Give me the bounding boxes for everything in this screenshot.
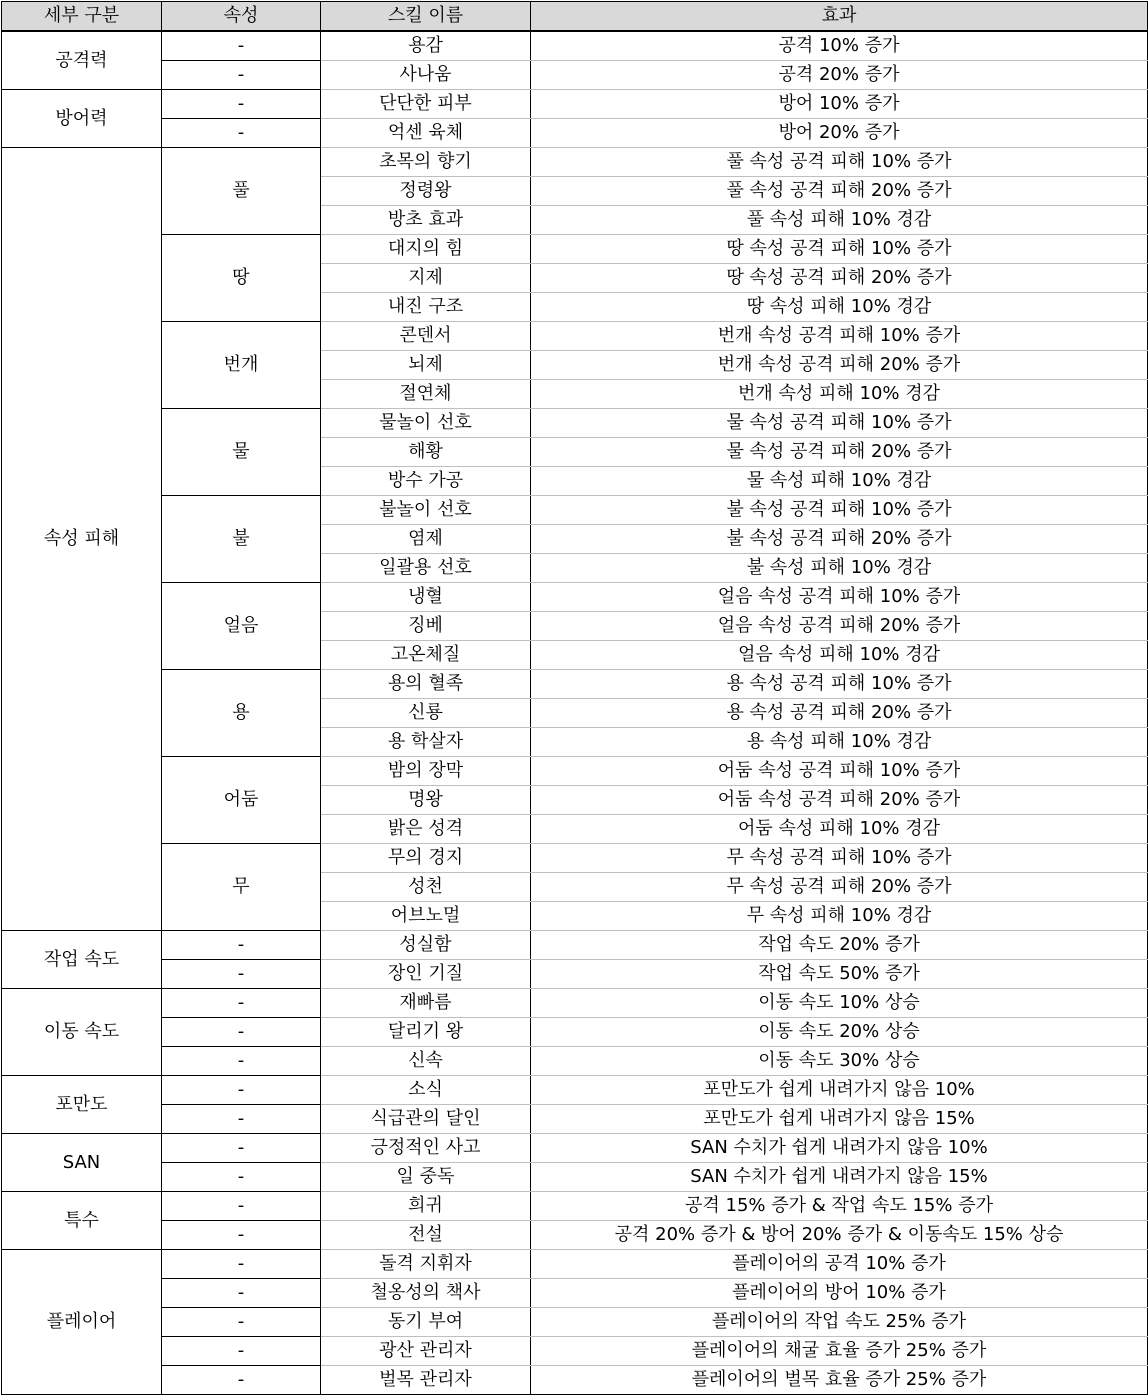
skill-name-cell: 밤의 장막: [321, 757, 531, 786]
effect-cell: 용 속성 피해 10% 경감: [531, 728, 1148, 757]
effect-cell: 땅 속성 공격 피해 10% 증가: [531, 235, 1148, 264]
skill-name-cell: 일괄용 선호: [321, 554, 531, 583]
header-category: 세부 구분: [2, 2, 162, 32]
skill-name-cell: 달리기 왕: [321, 1018, 531, 1047]
skill-name-cell: 긍정적인 사고: [321, 1134, 531, 1163]
skill-name-cell: 용 학살자: [321, 728, 531, 757]
skill-name-cell: 냉혈: [321, 583, 531, 612]
effect-cell: 풀 속성 공격 피해 20% 증가: [531, 177, 1148, 206]
header-attribute: 속성: [162, 2, 321, 32]
effect-cell: 얼음 속성 피해 10% 경감: [531, 641, 1148, 670]
skill-name-cell: 밝은 성격: [321, 815, 531, 844]
attribute-cell: 어둠: [162, 757, 321, 844]
table-row: [2, 409, 1148, 438]
category-cell: SAN: [2, 1134, 162, 1192]
attribute-cell: 불: [162, 496, 321, 583]
skill-name-cell: 내진 구조: [321, 293, 531, 322]
skill-name-cell: 동기 부여: [321, 1308, 531, 1337]
skill-table: [1, 1, 1148, 1395]
skill-name-cell: 희귀: [321, 1192, 531, 1221]
skill-name-cell: 해황: [321, 438, 531, 467]
table-row: [2, 235, 1148, 264]
table-row: [2, 1221, 1148, 1250]
skill-name-cell: 용감: [321, 31, 531, 61]
attribute-cell: 얼음: [162, 583, 321, 670]
skill-name-cell: 징베: [321, 612, 531, 641]
effect-cell: 플레이어의 작업 속도 25% 증가: [531, 1308, 1148, 1337]
effect-cell: 풀 속성 공격 피해 10% 증가: [531, 148, 1148, 177]
effect-cell: 물 속성 공격 피해 20% 증가: [531, 438, 1148, 467]
effect-cell: 용 속성 공격 피해 10% 증가: [531, 670, 1148, 699]
skill-name-cell: 뇌제: [321, 351, 531, 380]
effect-cell: 얼음 속성 공격 피해 20% 증가: [531, 612, 1148, 641]
table-row: [2, 1105, 1148, 1134]
attribute-cell: 풀: [162, 148, 321, 235]
effect-cell: 물 속성 공격 피해 10% 증가: [531, 409, 1148, 438]
effect-cell: 이동 속도 30% 상승: [531, 1047, 1148, 1076]
effect-cell: 어둠 속성 공격 피해 10% 증가: [531, 757, 1148, 786]
effect-cell: 번개 속성 공격 피해 10% 증가: [531, 322, 1148, 351]
attribute-cell: 무: [162, 844, 321, 931]
skill-name-cell: 철옹성의 책사: [321, 1279, 531, 1308]
effect-cell: 번개 속성 공격 피해 20% 증가: [531, 351, 1148, 380]
effect-cell: 플레이어의 채굴 효율 증가 25% 증가: [531, 1337, 1148, 1366]
attribute-cell: 번개: [162, 322, 321, 409]
skill-name-cell: 지제: [321, 264, 531, 293]
table-row: [2, 31, 1148, 61]
table-row: [2, 989, 1148, 1018]
attribute-cell: -: [162, 1163, 321, 1192]
table-row: [2, 1047, 1148, 1076]
effect-cell: 용 속성 공격 피해 20% 증가: [531, 699, 1148, 728]
skill-name-cell: 벌목 관리자: [321, 1366, 531, 1395]
skill-name-cell: 염제: [321, 525, 531, 554]
table-row: [2, 61, 1148, 90]
effect-cell: SAN 수치가 쉽게 내려가지 않음 15%: [531, 1163, 1148, 1192]
category-cell: 이동 속도: [2, 989, 162, 1076]
effect-cell: 플레이어의 벌목 효율 증가 25% 증가: [531, 1366, 1148, 1395]
table-row: [2, 1163, 1148, 1192]
skill-name-cell: 물놀이 선호: [321, 409, 531, 438]
skill-name-cell: 광산 관리자: [321, 1337, 531, 1366]
table-row: [2, 119, 1148, 148]
attribute-cell: -: [162, 61, 321, 90]
table-row: [2, 757, 1148, 786]
attribute-cell: -: [162, 119, 321, 148]
attribute-cell: -: [162, 31, 321, 61]
effect-cell: 공격 15% 증가 & 작업 속도 15% 증가: [531, 1192, 1148, 1221]
effect-cell: 플레이어의 공격 10% 증가: [531, 1250, 1148, 1279]
attribute-cell: -: [162, 1221, 321, 1250]
table-row: [2, 1308, 1148, 1337]
skill-name-cell: 장인 기질: [321, 960, 531, 989]
skill-name-cell: 성실함: [321, 931, 531, 960]
skill-name-cell: 돌격 지휘자: [321, 1250, 531, 1279]
skill-name-cell: 정령왕: [321, 177, 531, 206]
skill-name-cell: 용의 혈족: [321, 670, 531, 699]
category-cell: 속성 피해: [2, 148, 162, 931]
effect-cell: 이동 속도 20% 상승: [531, 1018, 1148, 1047]
effect-cell: 번개 속성 피해 10% 경감: [531, 380, 1148, 409]
skill-name-cell: 재빠름: [321, 989, 531, 1018]
effect-cell: 어둠 속성 공격 피해 20% 증가: [531, 786, 1148, 815]
attribute-cell: -: [162, 989, 321, 1018]
effect-cell: 이동 속도 10% 상승: [531, 989, 1148, 1018]
effect-cell: 땅 속성 공격 피해 20% 증가: [531, 264, 1148, 293]
table-row: [2, 1192, 1148, 1221]
effect-cell: 불 속성 공격 피해 10% 증가: [531, 496, 1148, 525]
table-row: [2, 1250, 1148, 1279]
category-cell: 방어력: [2, 90, 162, 148]
table-row: [2, 322, 1148, 351]
table-row: [2, 1076, 1148, 1105]
attribute-cell: -: [162, 1134, 321, 1163]
table-row: [2, 1279, 1148, 1308]
skill-name-cell: 식급관의 달인: [321, 1105, 531, 1134]
effect-cell: 얼음 속성 공격 피해 10% 증가: [531, 583, 1148, 612]
effect-cell: 방어 20% 증가: [531, 119, 1148, 148]
skill-name-cell: 무의 경지: [321, 844, 531, 873]
skill-name-cell: 절연체: [321, 380, 531, 409]
header-effect: 효과: [531, 2, 1148, 32]
effect-cell: 포만도가 쉽게 내려가지 않음 10%: [531, 1076, 1148, 1105]
effect-cell: 무 속성 피해 10% 경감: [531, 902, 1148, 931]
skill-name-cell: 신룡: [321, 699, 531, 728]
skill-name-cell: 일 중독: [321, 1163, 531, 1192]
skill-name-cell: 사나움: [321, 61, 531, 90]
skill-name-cell: 불놀이 선호: [321, 496, 531, 525]
skill-name-cell: 방수 가공: [321, 467, 531, 496]
category-cell: 포만도: [2, 1076, 162, 1134]
effect-cell: 풀 속성 피해 10% 경감: [531, 206, 1148, 235]
attribute-cell: -: [162, 90, 321, 119]
table-row: [2, 1366, 1148, 1395]
table-row: [2, 496, 1148, 525]
effect-cell: 불 속성 피해 10% 경감: [531, 554, 1148, 583]
effect-cell: 땅 속성 피해 10% 경감: [531, 293, 1148, 322]
attribute-cell: -: [162, 931, 321, 960]
attribute-cell: -: [162, 1018, 321, 1047]
attribute-cell: -: [162, 1308, 321, 1337]
table-row: [2, 1018, 1148, 1047]
effect-cell: 포만도가 쉽게 내려가지 않음 15%: [531, 1105, 1148, 1134]
skill-name-cell: 전설: [321, 1221, 531, 1250]
category-cell: 플레이어: [2, 1250, 162, 1395]
effect-cell: 어둠 속성 피해 10% 경감: [531, 815, 1148, 844]
effect-cell: 공격 20% 증가 & 방어 20% 증가 & 이동속도 15% 상승: [531, 1221, 1148, 1250]
skill-name-cell: 억센 육체: [321, 119, 531, 148]
attribute-cell: 물: [162, 409, 321, 496]
skill-name-cell: 어브노멀: [321, 902, 531, 931]
effect-cell: 작업 속도 50% 증가: [531, 960, 1148, 989]
table-row: [2, 844, 1148, 873]
attribute-cell: -: [162, 1105, 321, 1134]
attribute-cell: -: [162, 1337, 321, 1366]
attribute-cell: -: [162, 1279, 321, 1308]
table-row: [2, 148, 1148, 177]
skill-name-cell: 소식: [321, 1076, 531, 1105]
table-row: [2, 1134, 1148, 1163]
attribute-cell: -: [162, 1250, 321, 1279]
attribute-cell: -: [162, 960, 321, 989]
category-cell: 작업 속도: [2, 931, 162, 989]
effect-cell: 방어 10% 증가: [531, 90, 1148, 119]
attribute-cell: -: [162, 1366, 321, 1395]
effect-cell: 작업 속도 20% 증가: [531, 931, 1148, 960]
effect-cell: SAN 수치가 쉽게 내려가지 않음 10%: [531, 1134, 1148, 1163]
header-skill-name: 스킬 이름: [321, 2, 531, 32]
skill-name-cell: 명왕: [321, 786, 531, 815]
attribute-cell: -: [162, 1047, 321, 1076]
attribute-cell: -: [162, 1192, 321, 1221]
table-row: [2, 1337, 1148, 1366]
effect-cell: 공격 10% 증가: [531, 31, 1148, 61]
effect-cell: 물 속성 피해 10% 경감: [531, 467, 1148, 496]
attribute-cell: 용: [162, 670, 321, 757]
attribute-cell: 땅: [162, 235, 321, 322]
skill-name-cell: 성천: [321, 873, 531, 902]
effect-cell: 무 속성 공격 피해 10% 증가: [531, 844, 1148, 873]
table-row: [2, 670, 1148, 699]
skill-name-cell: 콘덴서: [321, 322, 531, 351]
table-row: [2, 931, 1148, 960]
category-cell: 특수: [2, 1192, 162, 1250]
skill-name-cell: 신속: [321, 1047, 531, 1076]
skill-name-cell: 고온체질: [321, 641, 531, 670]
table-row: [2, 960, 1148, 989]
skill-name-cell: 대지의 힘: [321, 235, 531, 264]
skill-name-cell: 단단한 피부: [321, 90, 531, 119]
header-row: [2, 2, 1148, 32]
skill-name-cell: 초목의 향기: [321, 148, 531, 177]
skill-name-cell: 방초 효과: [321, 206, 531, 235]
effect-cell: 플레이어의 방어 10% 증가: [531, 1279, 1148, 1308]
effect-cell: 공격 20% 증가: [531, 61, 1148, 90]
table-row: [2, 583, 1148, 612]
effect-cell: 불 속성 공격 피해 20% 증가: [531, 525, 1148, 554]
category-cell: 공격력: [2, 31, 162, 90]
effect-cell: 무 속성 공격 피해 20% 증가: [531, 873, 1148, 902]
table-row: [2, 90, 1148, 119]
table-body: [2, 31, 1148, 1395]
attribute-cell: -: [162, 1076, 321, 1105]
